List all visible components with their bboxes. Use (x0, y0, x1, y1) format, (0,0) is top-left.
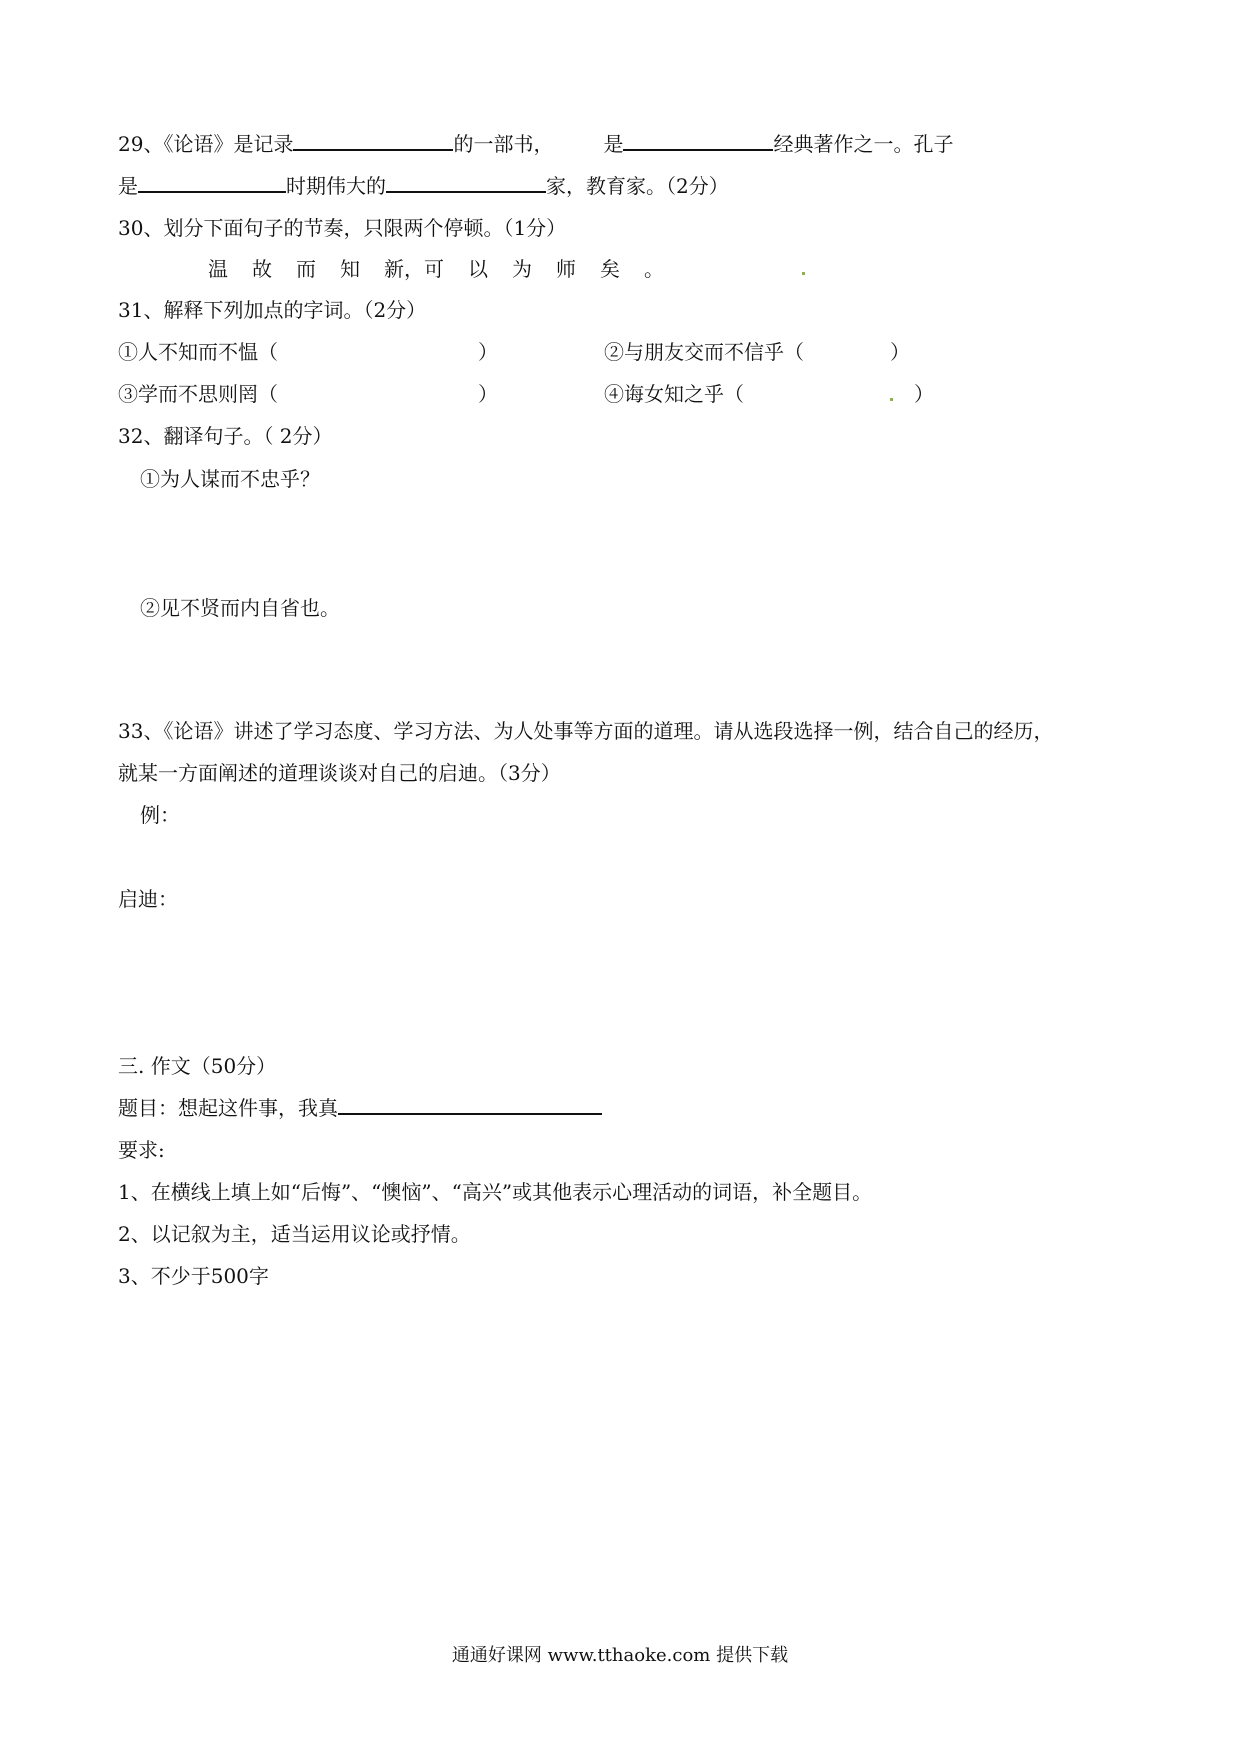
q31-item-3 (118, 380, 498, 408)
q33-example-label: 例： (140, 803, 180, 827)
q32-sentence-1: ①为人谋而不忠乎？ (140, 467, 320, 491)
essay-title-blank[interactable] (338, 1095, 602, 1115)
q32-sentence-2: ②见不贤而内自省也。 (140, 596, 340, 620)
q31-prompt: 31、解释下列加点的字词。（2分） (118, 298, 427, 322)
q30-char: 矣 (600, 257, 620, 281)
speck-mark (890, 398, 893, 401)
q29-blank-3[interactable] (138, 173, 286, 193)
q31-item-3-text: ③学而不思则罔（ (118, 382, 278, 406)
q29-text-e: 是 (118, 174, 138, 198)
q29-text-f: 时期伟大的 (286, 174, 386, 198)
essay-requirement-2: 2、以记叙为主，适当运用议论或抒情。 (118, 1222, 471, 1246)
q31-item-2-text: ②与朋友交而不信乎（ (604, 340, 804, 364)
q30-char: 师 (556, 257, 576, 281)
q29-blank-2[interactable] (623, 131, 773, 151)
q30-char: 以 (468, 257, 488, 281)
q29-blank-4[interactable] (386, 173, 546, 193)
q30-sentence (208, 255, 688, 283)
q29-line1 (118, 130, 953, 158)
q30-char: 故 (252, 257, 272, 281)
page-footer: 通通好课网 www.tthaoke.com 提供下载 (451, 1645, 789, 1666)
q30-prompt: 30、划分下面句子的节奏，只限两个停顿。（1分） (118, 216, 567, 240)
q29-blank-1[interactable] (293, 131, 453, 151)
q30-char: 知 (340, 257, 360, 281)
speck-mark (802, 272, 805, 275)
q30-char: 而 (296, 257, 316, 281)
q29-line2 (118, 172, 729, 200)
q31-item-1 (118, 338, 498, 366)
q29-text-c: 是 (603, 132, 624, 156)
q31-close-4: ） (914, 382, 934, 406)
q30-char: 新，可 (384, 257, 444, 281)
q29-text-b: 的一部书， (453, 132, 554, 156)
essay-title: 题目：想起这件事，我真 (118, 1096, 338, 1120)
q31-item-4-text: ④诲女知之乎（ (604, 382, 744, 406)
q31-item-4 (604, 380, 934, 408)
essay-requirements-label: 要求: (118, 1138, 165, 1162)
essay-title-line (118, 1094, 602, 1122)
essay-heading: 三. 作文（50分） (118, 1054, 277, 1078)
q32-prompt: 32、翻译句子。（ 2分） (118, 424, 333, 448)
q30-char: 为 (512, 257, 532, 281)
essay-requirement-1: 1、在横线上填上如“后悔”、“懊恼”、“高兴”或其他表示心理活动的词语，补全题目。 (118, 1180, 873, 1204)
q33-insight-label: 启迪： (118, 887, 178, 911)
q29-text-g: 家，教育家。（2分） (546, 174, 729, 198)
q31-close-2: ） (890, 340, 910, 364)
q31-close-1: ） (478, 340, 498, 364)
essay-requirement-3: 3、不少于500字 (118, 1264, 269, 1288)
q29-text-d: 经典著作之一。孔子 (773, 132, 954, 156)
q31-item-1-text: ①人不知而不愠（ (118, 340, 278, 364)
q29-text-a: 29、《论语》是记录 (118, 132, 294, 156)
q31-close-3: ） (478, 382, 498, 406)
q33-line2: 就某一方面阐述的道理谈谈对自己的启迪。（3分） (118, 761, 561, 785)
q33-line1: 33、《论语》讲述了学习态度、学习方法、为人处事等方面的道理。请从选段选择一例，结合自己的经历， (118, 719, 1054, 743)
q30-char: 。 (644, 257, 664, 281)
q31-item-2 (604, 338, 910, 366)
q30-char: 温 (208, 257, 228, 281)
